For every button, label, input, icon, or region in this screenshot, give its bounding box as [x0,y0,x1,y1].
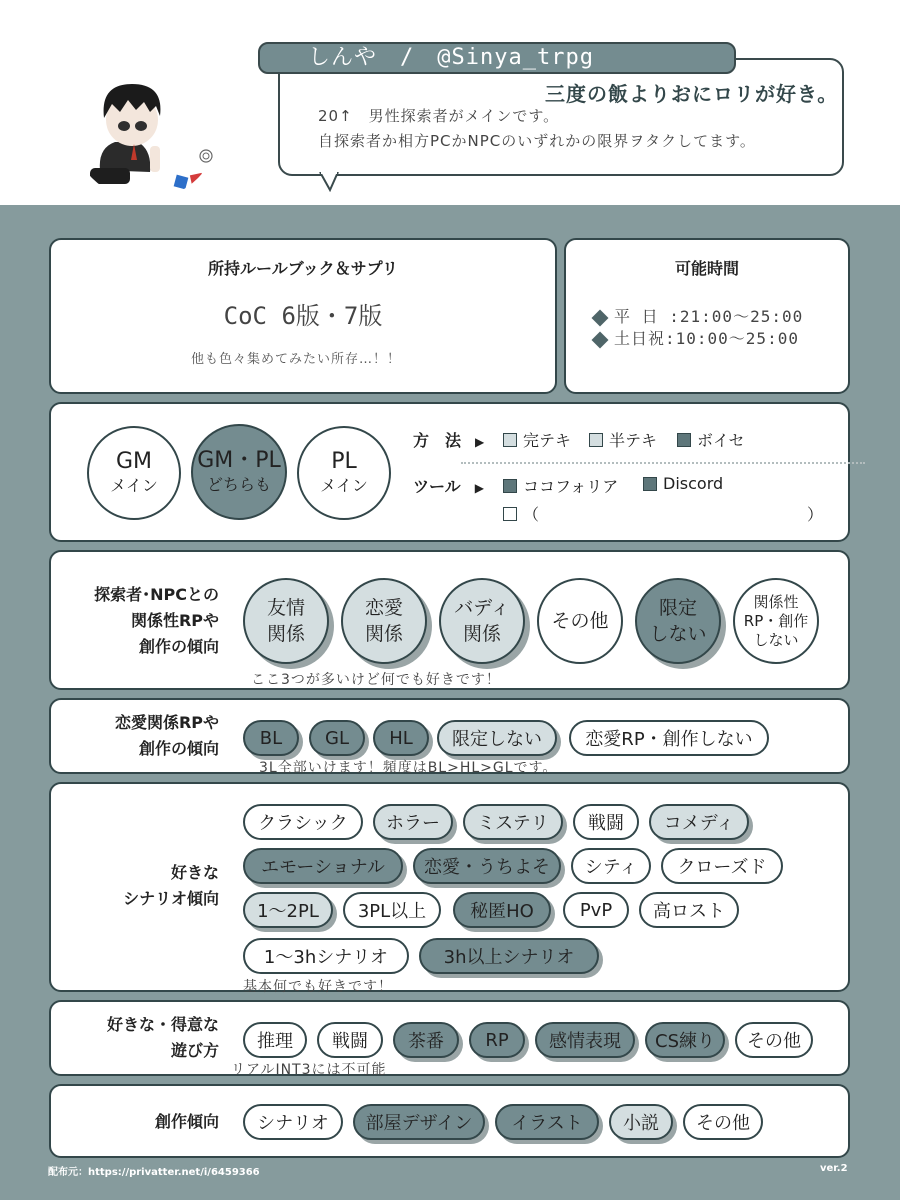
relationship-card [49,550,850,690]
time-weekday [594,304,803,327]
relationship-label [65,582,219,660]
tools-label-text: ツール [413,477,461,496]
scenario-card [49,782,850,995]
relationship-option[interactable] [635,578,721,664]
option-line: 恋愛 [364,597,403,619]
label-line: シナリオ傾向 [123,889,219,908]
romance-label [65,710,219,762]
option-line: その他 [551,610,609,632]
relationship-option[interactable] [537,578,623,664]
method-option[interactable] [589,428,657,451]
method-label [413,428,484,451]
diamond-icon [592,331,609,348]
creation-tag[interactable]: シナリオ [243,1104,343,1140]
romance-option-any[interactable]: 限定しない [437,720,557,756]
romance-option-gl[interactable]: GL [309,720,365,756]
checkbox-icon [503,479,517,493]
time-title: 可能時間 [674,259,739,278]
scenario-tag[interactable]: 3PL以上 [343,892,441,928]
avatar [70,50,220,200]
intro-line: 20↑ 男性探索者がメインです。 [318,107,560,125]
checkbox-icon [503,507,517,521]
option-line: 関係 [462,623,501,645]
rulebook-title: 所持ルールブック＆サプリ [208,259,398,278]
scenario-tag[interactable]: クラシック [243,804,363,840]
method-option-label: 完テキ [523,431,572,450]
chibi-character-icon [70,50,220,200]
role-gm-line2: メイン [110,476,158,495]
motto: 三度の飯よりおにロリが好き。 [545,82,839,106]
rulebook-value: CoC 6版・7版 [223,302,383,330]
scenario-tag[interactable]: ホラー [373,804,453,840]
label-line: 好きな・得意な [106,1015,219,1034]
playstyle-tag[interactable]: CS練り [645,1022,725,1058]
tool-other-close [807,502,823,525]
option-line: しない [753,630,799,649]
romance-option-hl[interactable]: HL [373,720,429,756]
option-line: RP・創作 [743,611,809,630]
scenario-tag[interactable]: エモーショナル [243,848,403,884]
tool-option[interactable] [643,474,723,493]
scenario-tag[interactable]: 高ロスト [639,892,739,928]
creation-tag[interactable]: その他 [683,1104,763,1140]
relationship-option[interactable] [439,578,525,664]
romance-option-bl[interactable]: BL [243,720,299,756]
playstyle-tag[interactable]: 茶番 [393,1022,459,1058]
method-option-label: 半テキ [609,431,658,450]
method-label-text: 方 法 [413,431,462,450]
method-option[interactable] [503,428,571,451]
role-pl-line1: PL [331,449,357,474]
playstyle-tag[interactable]: RP [469,1022,525,1058]
scenario-tag[interactable]: 戦闘 [573,804,639,840]
label-line: 遊び方 [170,1041,219,1060]
playstyle-card [49,1000,850,1076]
label-line: 恋愛関係RPや [114,713,219,732]
creation-tag[interactable]: 部屋デザイン [353,1104,485,1140]
label-line: 関係性RPや [130,611,219,630]
playstyle-note: リアルINT3には不可能 [231,1062,387,1078]
playstyle-label [65,1012,219,1064]
checkbox-icon [677,433,691,447]
tool-other-open: （ [523,505,540,524]
relationship-option[interactable] [733,578,819,664]
scenario-tag[interactable]: 3h以上シナリオ [419,938,599,974]
relationship-note: ここ3つが多いけど何でも好きです！ [251,672,501,688]
tool-option[interactable] [503,474,618,497]
label-line: 好きな [170,863,219,882]
rulebook-note: 他も色々集めてみたい所存…！！ [191,352,402,367]
role-gm-line1: GM [115,449,153,474]
role-card [49,402,850,542]
role-both-line2: どちらも [206,475,271,494]
creation-tag[interactable]: 小説 [609,1104,673,1140]
scenario-tag[interactable]: PvP [563,892,629,928]
playstyle-tag[interactable]: その他 [735,1022,813,1058]
intro-line: 自探索者か相方PCかNPCのいずれかの限界ヲタクしてます。 [318,132,756,150]
role-both[interactable] [191,424,287,520]
option-line: 関係 [364,623,403,645]
tool-other-close-text: ） [807,505,824,524]
triangle-right-icon: ▶ [474,481,484,495]
scenario-tag[interactable]: ミステリ [463,804,563,840]
rulebook-card [49,238,557,394]
scenario-label [65,860,219,912]
playstyle-tag[interactable]: 戦闘 [317,1022,383,1058]
diamond-icon [592,309,609,326]
tools-label [413,474,484,497]
scenario-tag[interactable]: クローズド [661,848,783,884]
checkbox-icon [589,433,603,447]
time-card [564,238,850,394]
option-line: 友情 [266,597,305,619]
scenario-tag[interactable]: コメディ [649,804,749,840]
scenario-tag[interactable]: 1〜3hシナリオ [243,938,409,974]
option-line: しない [649,623,707,645]
tool-option-label: Discord [663,474,724,493]
playstyle-tag[interactable]: 感情表現 [535,1022,635,1058]
option-line: 限定 [658,597,697,619]
scenario-tag[interactable]: 1〜2PL [243,892,333,928]
scenario-note: 基本何でも好きです！ [243,979,393,995]
label-line: 創作の傾向 [138,637,219,656]
name-handle: しんや / @Sinya_trpg [258,42,736,74]
playstyle-tag[interactable]: 推理 [243,1022,307,1058]
creation-label: 創作傾向 [154,1112,219,1131]
checkbox-icon [503,433,517,447]
romance-note: 3L全部いけます！頻度はBL>HL>GLです。 [259,760,558,776]
intro-text [318,104,756,154]
source-credit: 配布元：https://privatter.net/i/6459366 [48,1167,260,1178]
option-line: バディ [454,597,510,619]
scenario-tag[interactable]: シティ [571,848,651,884]
label-line: 創作の傾向 [138,739,219,758]
romance-option-none[interactable]: 恋愛RP・創作しない [569,720,769,756]
role-both-line1: GM・PL [197,448,281,473]
option-line: 関係性 [753,592,799,611]
speech-bubble-tail-icon [318,172,340,192]
time-holiday [594,326,799,349]
role-pl[interactable] [297,426,391,520]
romance-card [49,698,850,774]
divider [461,462,865,464]
method-option-label: ボイセ [697,431,745,450]
method-option[interactable] [677,428,745,451]
role-gm[interactable] [87,426,181,520]
holiday-hours: 土日祝:10:00〜25:00 [614,329,799,348]
scenario-tag[interactable]: 秘匿HO [453,892,551,928]
triangle-right-icon: ▶ [475,435,485,449]
tool-other[interactable] [503,502,539,525]
relationship-option[interactable] [341,578,427,664]
version-label: ver.2 [820,1163,848,1174]
checkbox-icon [643,477,657,491]
role-pl-line2: メイン [320,476,368,495]
relationship-option[interactable] [243,578,329,664]
creation-tag[interactable]: イラスト [495,1104,599,1140]
weekday-hours: 平 日 :21:00〜25:00 [614,307,804,326]
label-line: 探索者･NPCとの [94,585,219,604]
scenario-tag[interactable]: 恋愛・うちよそ [413,848,561,884]
creation-card [49,1084,850,1158]
option-line: 関係 [266,623,305,645]
tool-option-label: ココフォリア [523,477,619,496]
